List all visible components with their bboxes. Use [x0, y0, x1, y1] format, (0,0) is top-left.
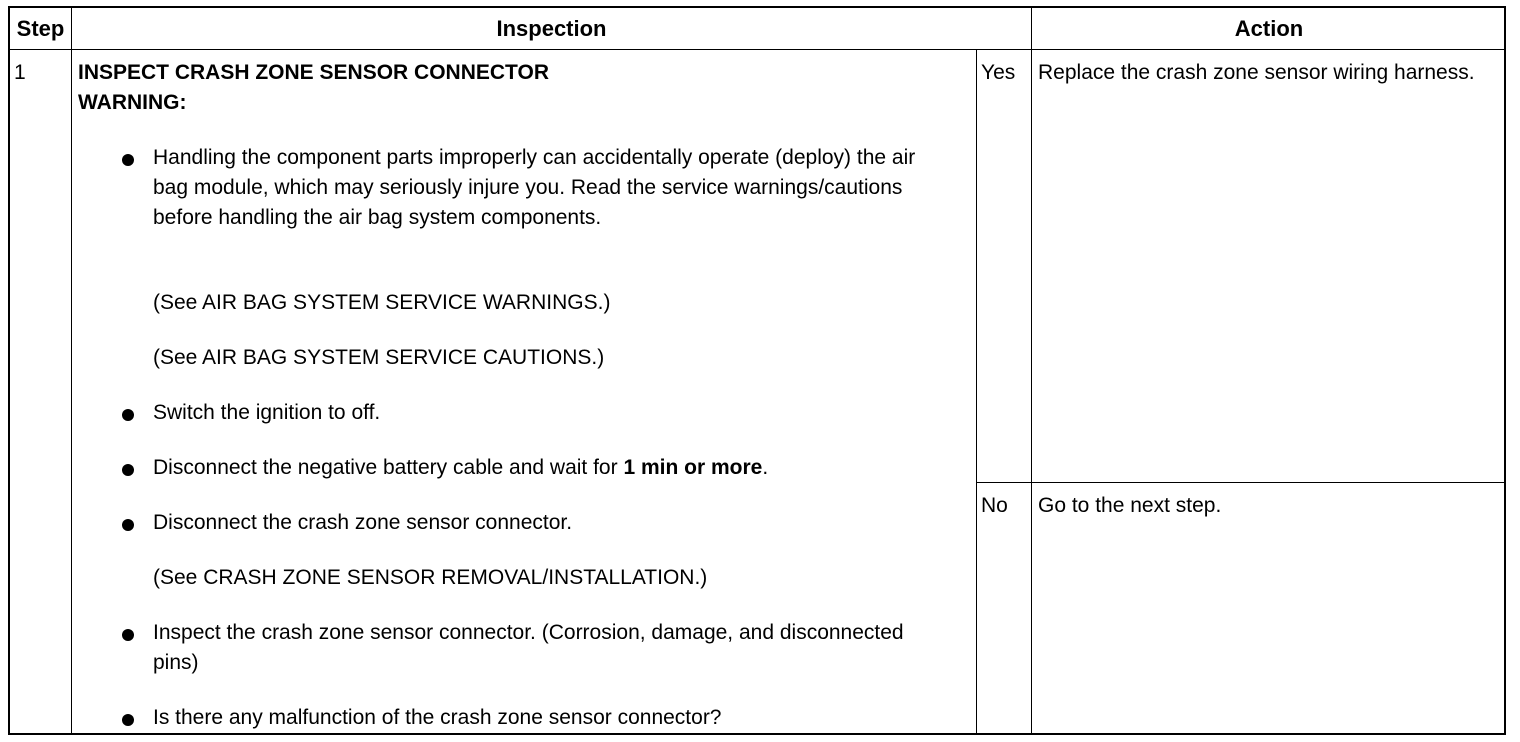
- bullet-text-3-bold: 1 min or more: [623, 456, 763, 479]
- step-number: 1: [14, 61, 26, 84]
- bullet-icon: [122, 714, 134, 726]
- col-divider-step: [71, 8, 72, 733]
- inspection-title: INSPECT CRASH ZONE SENSOR CONNECTOR: [78, 61, 549, 84]
- note-airbag-cautions: (See AIR BAG SYSTEM SERVICE CAUTIONS.): [153, 346, 605, 369]
- action-no: Go to the next step.: [1038, 494, 1222, 517]
- bullet-icon: [122, 519, 134, 531]
- col-divider-action: [1031, 8, 1032, 733]
- yes-no-divider: [976, 482, 1504, 483]
- procedure-table: [8, 6, 1506, 735]
- bullet-text-3-before: Disconnect the negative battery cable and wait for: [153, 456, 624, 479]
- result-yes: Yes: [981, 61, 1016, 84]
- action-yes: Replace the crash zone sensor wiring harness.: [1038, 61, 1475, 84]
- header-step: Step: [16, 16, 65, 41]
- note-airbag-warnings: (See AIR BAG SYSTEM SERVICE WARNINGS.): [153, 291, 611, 314]
- bullet-text-3-after: .: [762, 456, 769, 479]
- warning-label: WARNING:: [78, 91, 187, 114]
- bullet-text-3: [153, 453, 768, 483]
- col-divider-result: [976, 50, 977, 733]
- bullet-text-6: Is there any malfunction of the crash zone sensor connector?: [153, 706, 722, 729]
- bullet-text-2: Switch the ignition to off.: [153, 401, 381, 424]
- bullet-text-1: Handling the component parts improperly can accidentally operate (deploy) the air bag module, which may seriously injure you. Read the service warnings/cautions before handling the air bag system components.: [153, 146, 916, 229]
- bullet-text-5: Inspect the crash zone sensor connector. (Corrosion, damage, and disconnected pins): [153, 621, 904, 674]
- bullet-icon: [122, 154, 134, 166]
- bullet-icon: [122, 464, 134, 476]
- result-no: No: [981, 494, 1008, 517]
- bullet-text-4: Disconnect the crash zone sensor connector.: [153, 511, 573, 534]
- bullet-icon: [122, 409, 134, 421]
- note-crash-sensor-removal: (See CRASH ZONE SENSOR REMOVAL/INSTALLATION.): [153, 566, 708, 589]
- bullet-icon: [122, 629, 134, 641]
- header-inspection: Inspection: [496, 16, 607, 41]
- header-action: Action: [1234, 16, 1304, 41]
